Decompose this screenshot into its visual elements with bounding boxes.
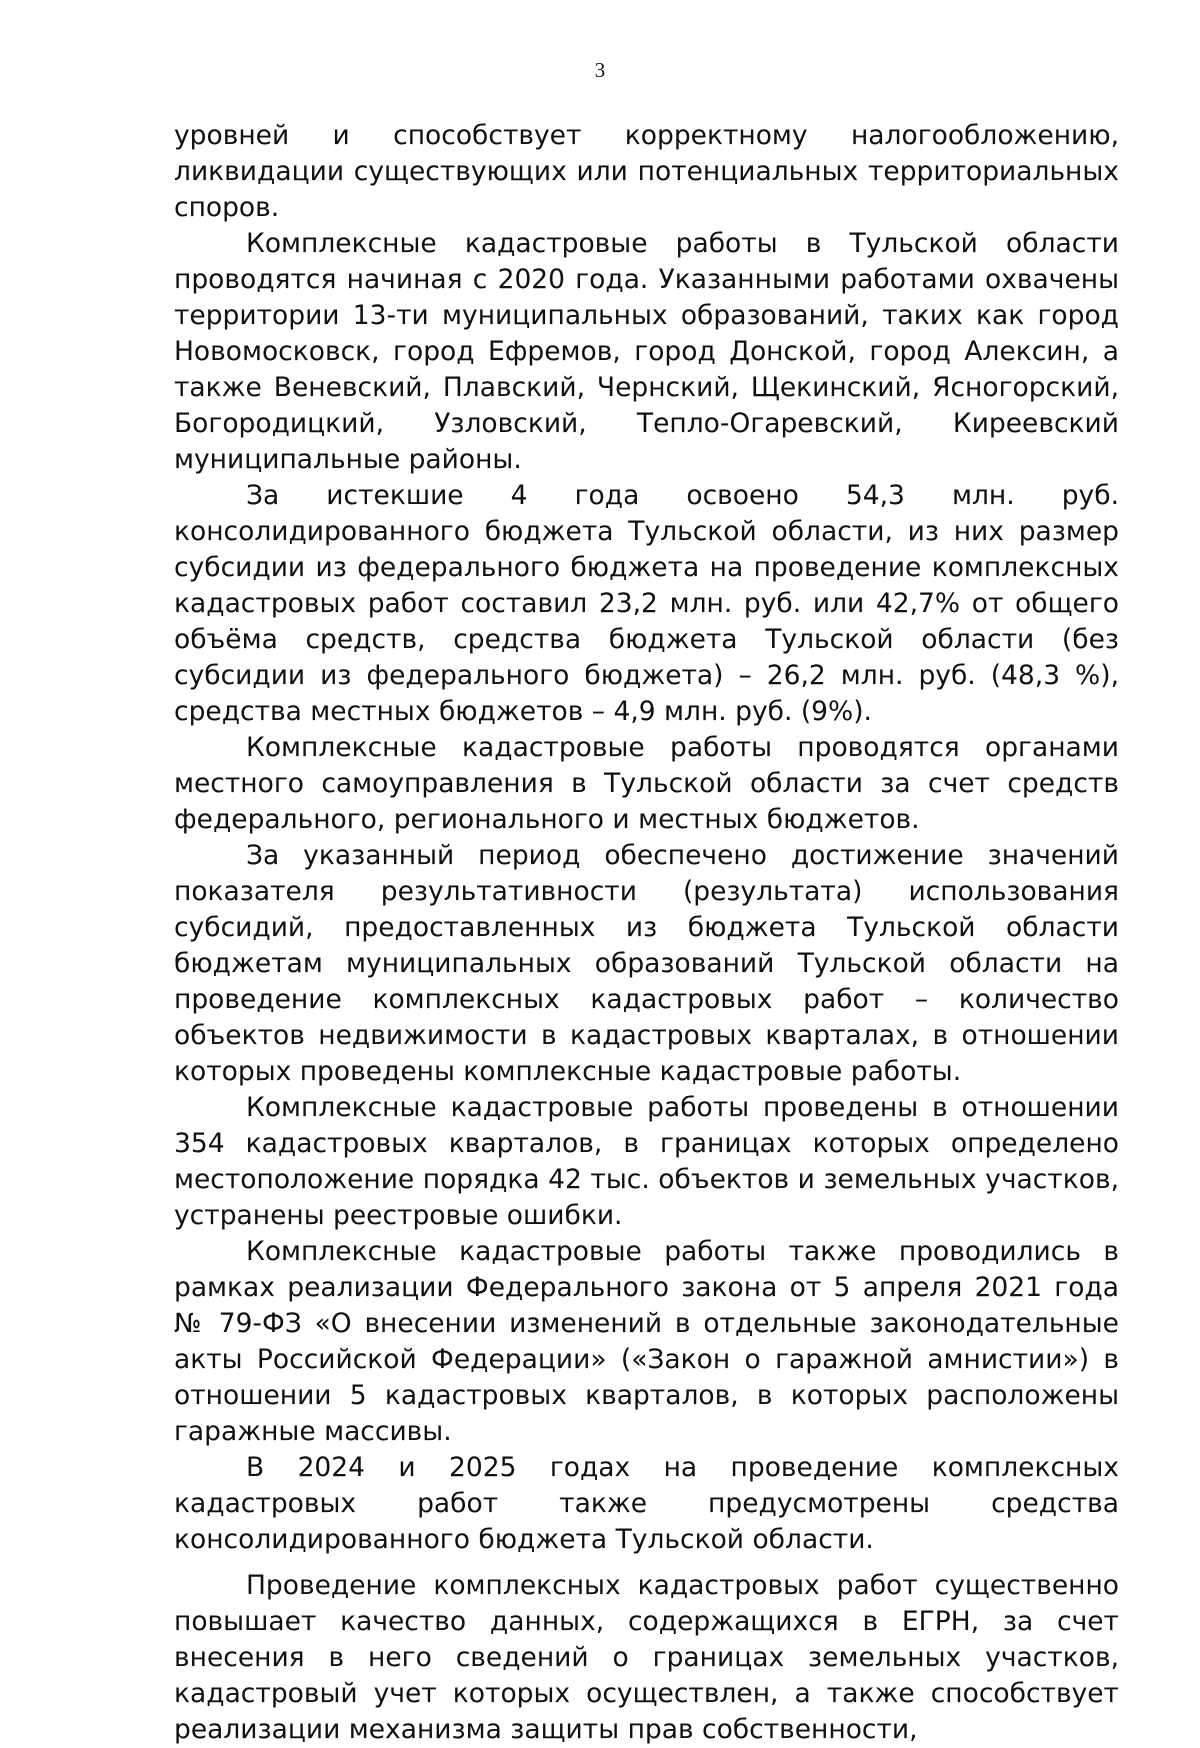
paragraph: За указанный период обеспечено достижение значений показателя результативности (результата) использования субсидий, предоставленных из бюджета Тульской области бюджетам муниципальных образований Тульской области на проведение комплексных кадастровых работ – количество объектов недвижимости в кадастровых кварталах, в отношении которых проведены комплексные кадастровые работы.: [174, 840, 1119, 1087]
paragraph: В 2024 и 2025 годах на проведение комплексных кадастровых работ также предусмотрены средства консолидированного бюджета Тульской области.: [174, 1452, 1119, 1555]
paragraph: Комплексные кадастровые работы в Тульской области проводятся начиная с 2020 года. Указанными работами охвачены территории 13-ти муниципальных образований, таких как город Новомосковск, город Ефремов, город Донской, город Алексин, а также Веневский, Плавский, Чернский, Щекинский, Ясногорский, Богородицкий, Узловский, Тепло-Огаревский, Киреевский муниципальные районы.: [174, 228, 1119, 475]
paragraph: Комплексные кадастровые работы также проводились в рамках реализации Федерального закона от 5 апреля 2021 года № 79-ФЗ «О внесении изменений в отдельные законодательные акты Российской Федерации» («Закон о гаражной амнистии») в отношении 5 кадастровых кварталов, в которых расположены гаражные массивы.: [174, 1236, 1119, 1447]
document-body: [174, 118, 1119, 1748]
paragraph: Комплексные кадастровые работы проводятся органами местного самоуправления в Тульской области за счет средств федерального, регионального и местных бюджетов.: [174, 732, 1119, 835]
paragraph: Проведение комплексных кадастровых работ существенно повышает качество данных, содержащихся в ЕГРН, за счет внесения в него сведений о границах земельных участков, кадастровый учет которых осуществлен, а также способствует реализации механизма защиты прав собственности,: [174, 1570, 1119, 1745]
paragraph: За истекшие 4 года освоено 54,3 млн. руб. консолидированного бюджета Тульской области, из них размер субсидии из федерального бюджета на проведение комплексных кадастровых работ составил 23,2 млн. руб. или 42,7% от общего объёма средств, средства бюджета Тульской области (без субсидии из федерального бюджета) – 26,2 млн. руб. (48,3 %), средства местных бюджетов – 4,9 млн. руб. (9%).: [174, 480, 1119, 727]
page-number: 3: [594, 58, 606, 82]
paragraph: Комплексные кадастровые работы проведены в отношении 354 кадастровых кварталов, в границах которых определено местоположение порядка 42 тыс. объектов и земельных участков, устранены реестровые ошибки.: [174, 1092, 1119, 1231]
paragraph: уровней и способствует корректному налогообложению, ликвидации существующих или потенциальных территориальных споров.: [174, 120, 1119, 223]
